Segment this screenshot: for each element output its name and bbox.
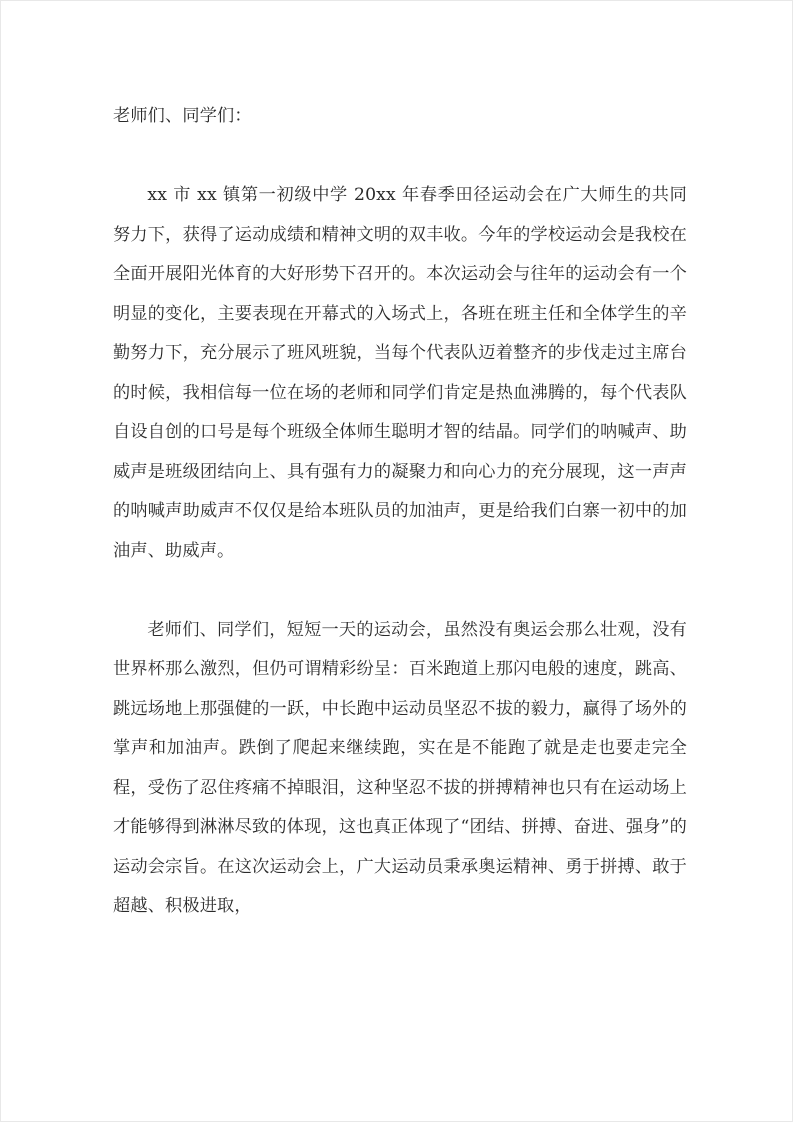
paragraph-spacer — [113, 571, 687, 611]
document-body — [113, 97, 687, 927]
salutation-line: 老师们、同学们： — [113, 106, 252, 126]
paragraph-spacer — [113, 137, 687, 177]
body-paragraph-2: 老师们、同学们，短短一天的运动会，虽然没有奥运会那么壮观，没有世界杯那么激烈，但仍可谓精彩纷呈：百米跑道上那闪电般的速度，跳高、跳远场地上那强健的一跃，中长跑中运动员坚忍不拔的毅力，赢得了场外的掌声和加油声。跌倒了爬起来继续跑，实在是不能跑了就是走也要走完全程，受伤了忍住疼痛不掉眼泪，这种坚忍不拔的拼搏精神也只有在运动场上才能够得到淋淋尽致的体现，这也真正体现了“团结、拼搏、奋进、强身”的运动会宗旨。在这次运动会上，广大运动员秉承奥运精神、勇于拼搏、敢于超越、积极进取， — [113, 619, 687, 916]
body-paragraph-1: xx 市 xx 镇第一初级中学 20xx 年春季田径运动会在广大师生的共同努力下，获得了运动成绩和精神文明的双丰收。今年的学校运动会是我校在全面开展阳光体育的大好形势下召开的。本次运动会与往年的运动会有一个明显的变化，主要表现在开幕式的入场式上，各班在班主任和全体学生的辛勤努力下，充分展示了班风班貌，当每个代表队迈着整齐的步伐走过主席台的时候，我相信每一位在场的老师和同学们肯定是热血沸腾的，每个代表队自设自创的口号是每个班级全体师生聪明才智的结晶。同学们的呐喊声、助威声是班级团结向上、具有强有力的凝聚力和向心力的充分展现，这一声声的呐喊声助威声不仅仅是给本班队员的加油声，更是给我们白寨一初中的加油声、助威声。 — [113, 185, 687, 561]
